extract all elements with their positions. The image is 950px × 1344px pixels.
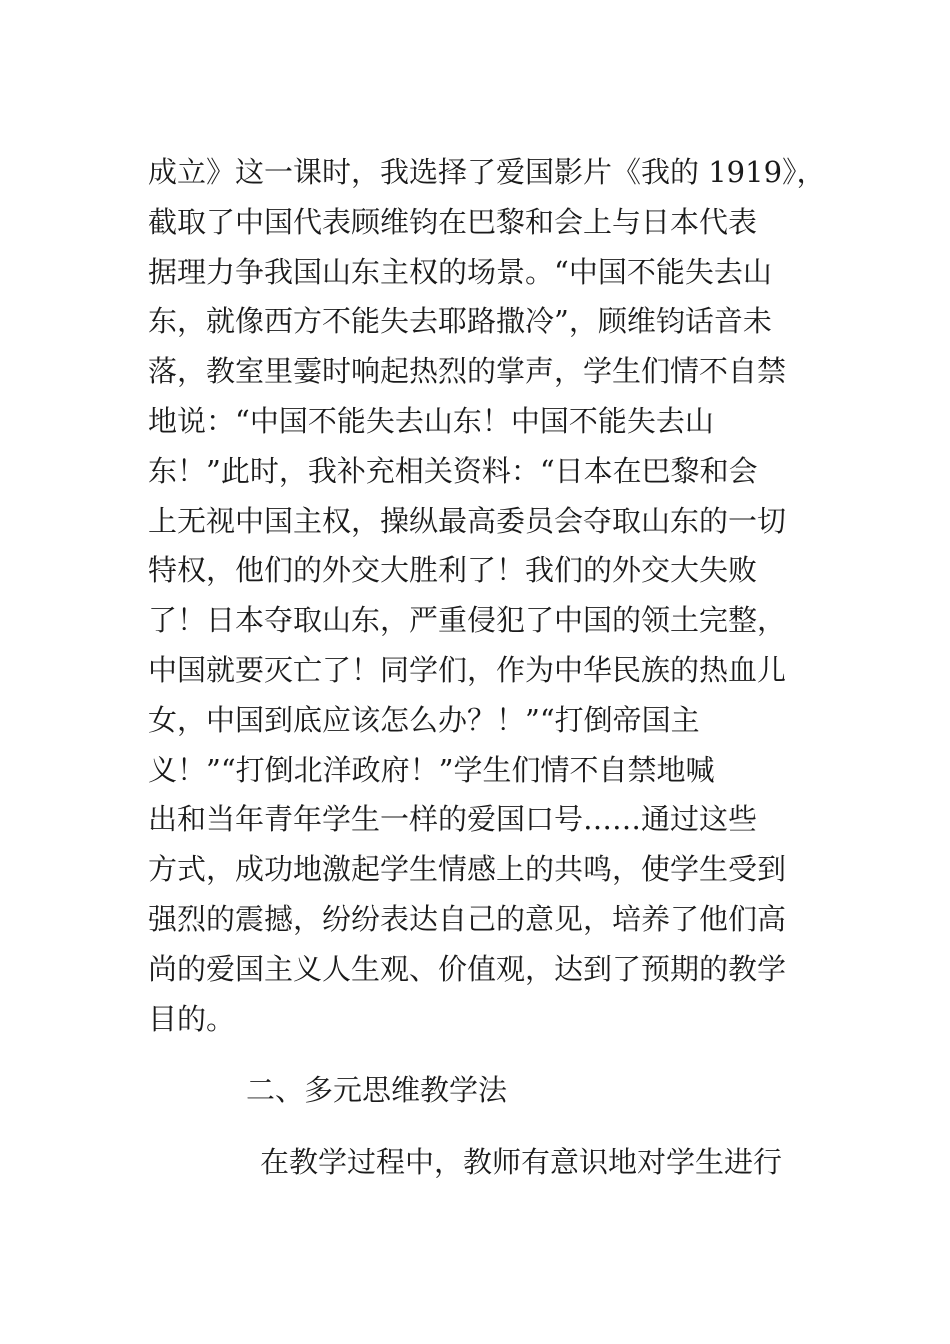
text-line: 义！”“打倒北洋政府！”学生们情不自禁地喊 [148,752,715,787]
text-line: 出和当年青年学生一样的爱国口号……通过这些 [148,802,758,837]
text-line: 强烈的震撼，纷纷表达自己的意见，培养了他们高 [148,901,787,936]
text-line: 据理力争我国山东主权的场景。“中国不能失去山 [148,254,772,289]
text-line: 特权，他们的外交大胜利了！我们的外交大失败 [148,553,758,588]
text-line: 目的。 [148,1001,236,1036]
text-line: 东，就像西方不能失去耶路撒冷”，顾维钧话音未 [148,304,772,339]
section-heading: 二、多元思维教学法 [246,1073,508,1107]
text-line: 地说：“中国不能失去山东！中国不能失去山 [148,403,714,438]
text-line: 落，教室里霎时响起热烈的掌声，学生们情不自禁 [148,354,787,389]
text-line: 方式，成功地激起学生情感上的共鸣，使学生受到 [148,852,787,887]
text-line: 上无视中国主权，操纵最高委员会夺取山东的一切 [148,503,787,538]
text-line: 中国就要灭亡了！同学们，作为中华民族的热血儿 [148,652,787,687]
body-paragraph [260,1138,820,1188]
text-line: 成立》这一课时，我选择了爱国影片《我的 1919》， [148,155,826,189]
text-line: 东！”此时，我补充相关资料：“日本在巴黎和会 [148,453,758,488]
text-line: 女，中国到底应该怎么办？！”“打倒帝国主 [148,702,700,737]
text-line: 了！日本夺取山东，严重侵犯了中国的领土完整， [148,603,787,638]
text-line: 尚的爱国主义人生观、价值观，达到了预期的教学 [148,951,787,986]
text-line: 截取了中国代表顾维钧在巴黎和会上与日本代表 [148,204,758,239]
text-line: 在教学过程中，教师有意识地对学生进行 [260,1145,783,1179]
body-paragraph [148,148,828,1044]
